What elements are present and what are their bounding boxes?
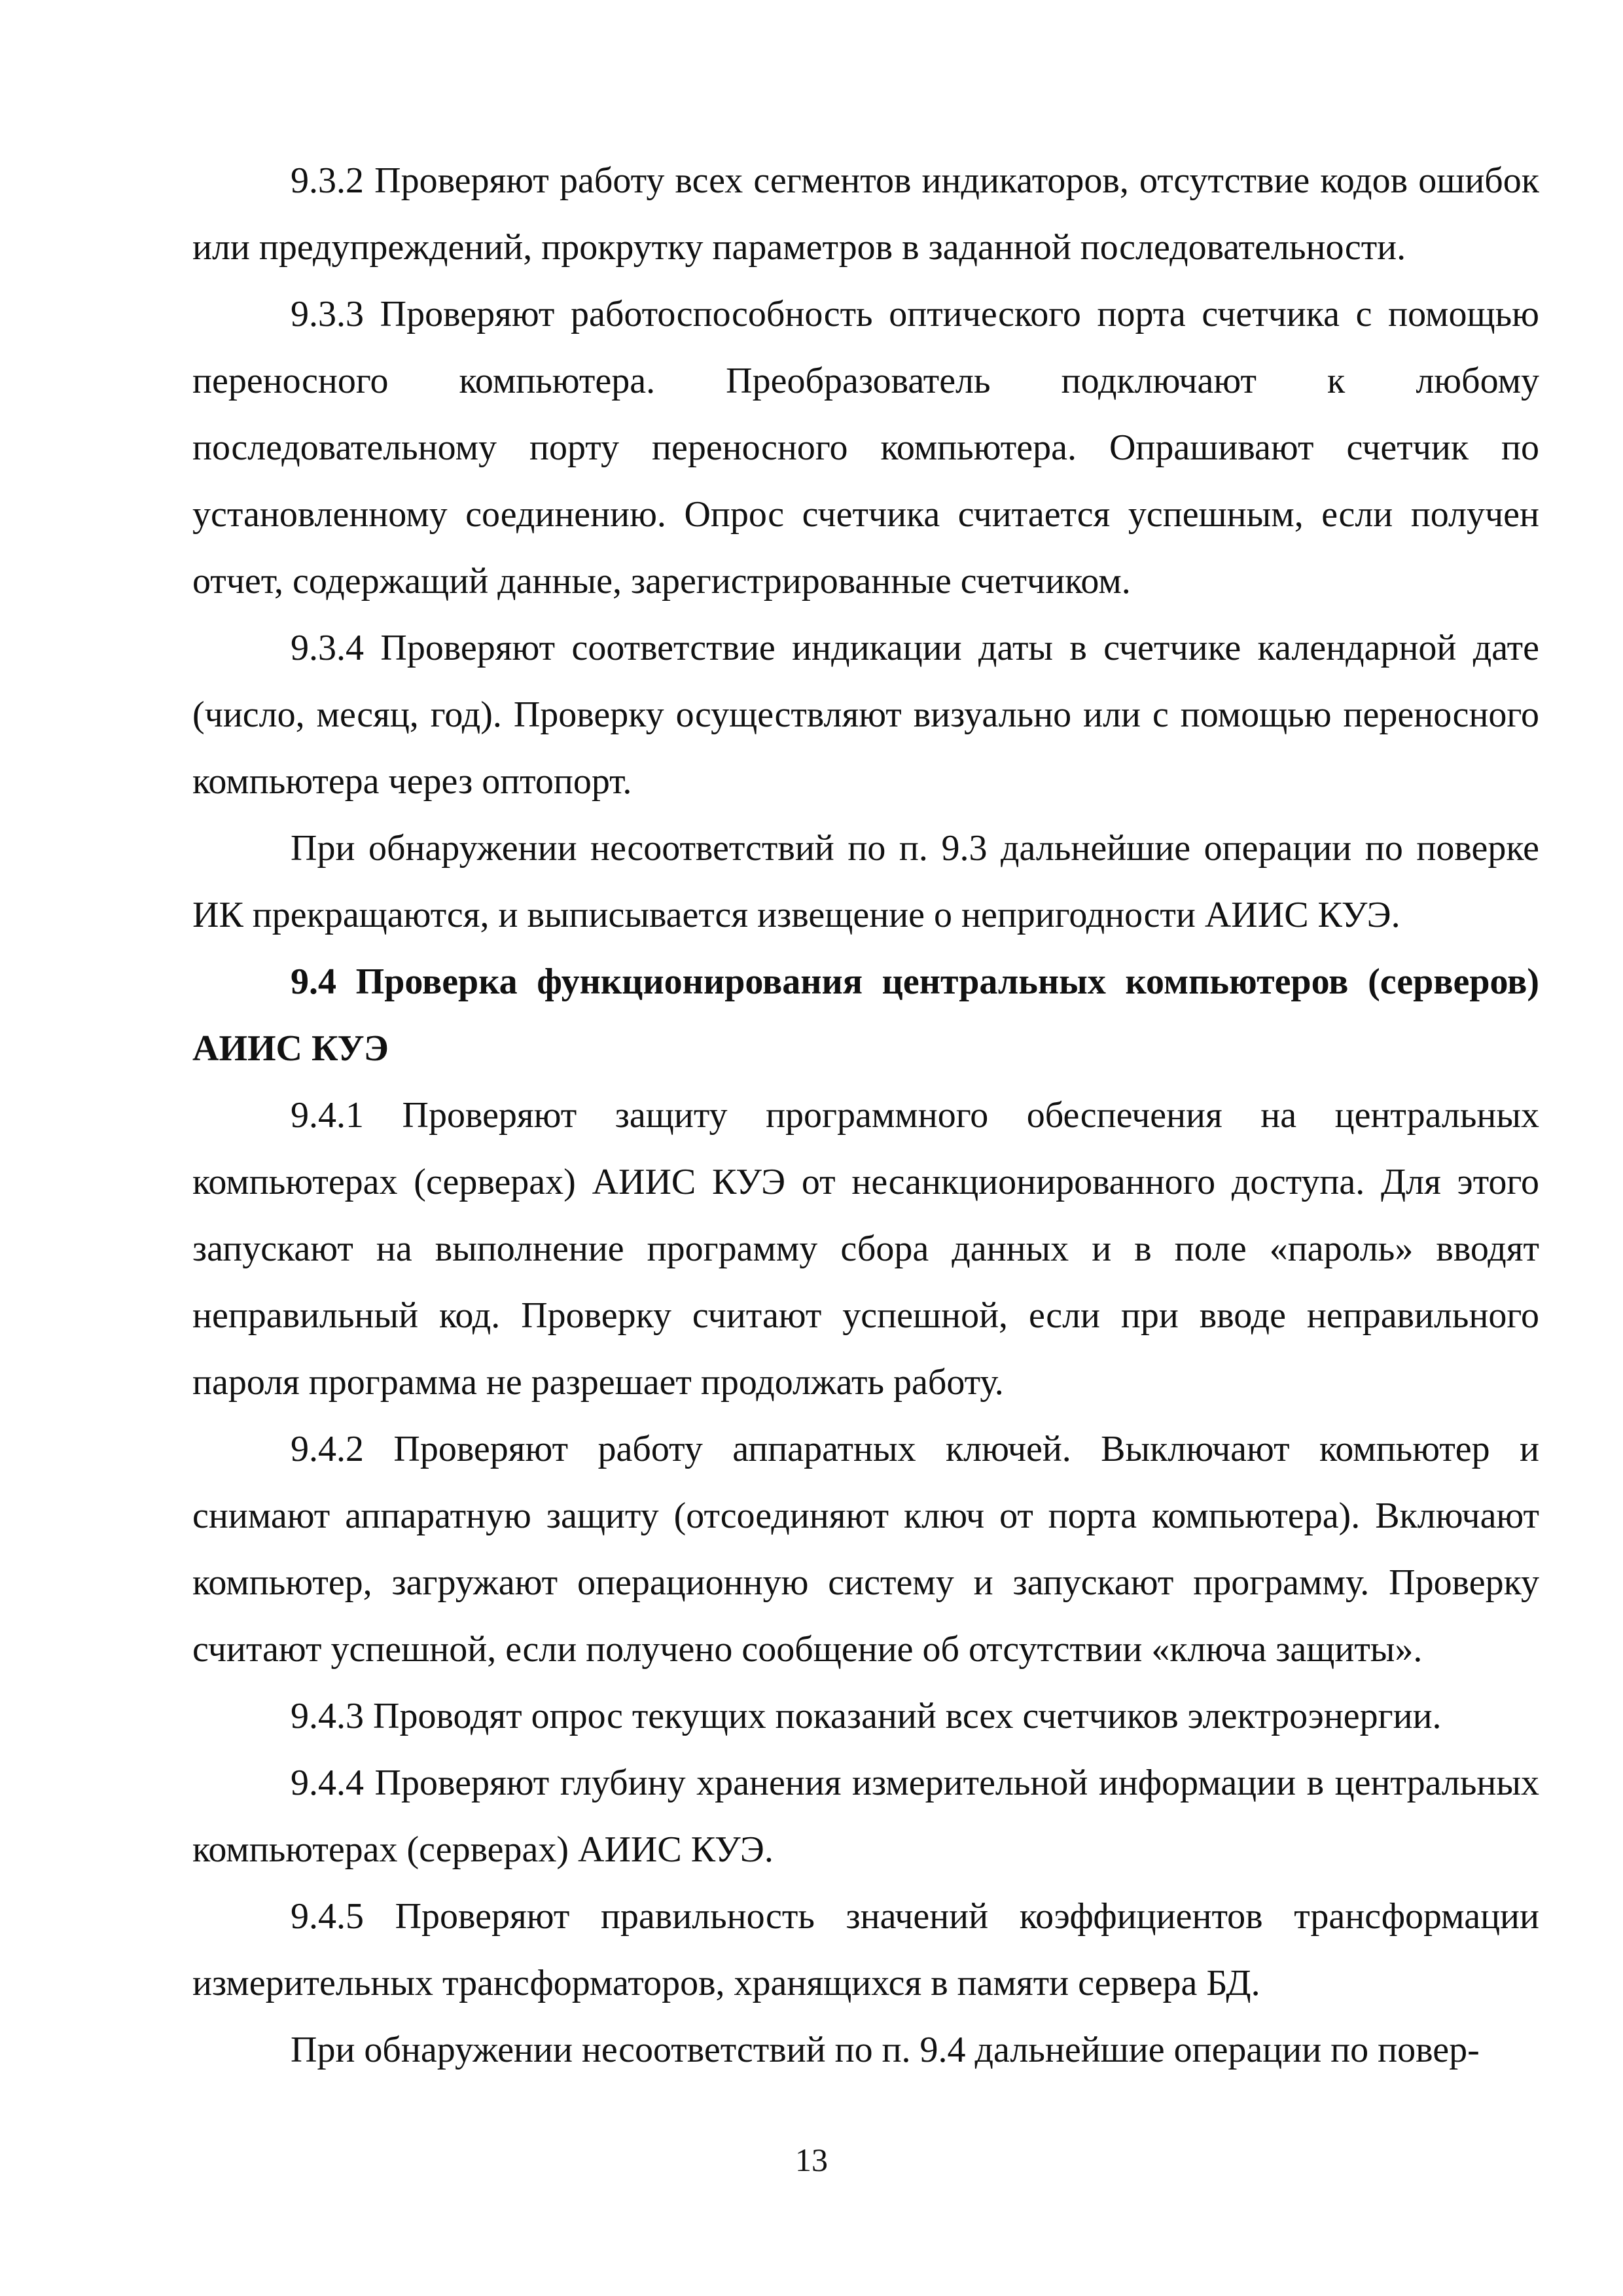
paragraph-9-3-note: При обнаружении несоответствий по п. 9.3 дальнейшие операции по поверке ИК прекращаются, и выписывается извещение о непригодности АИИС КУЭ. (192, 828, 1539, 935)
section-heading-9-4: 9.4 Проверка функционирования центральных компьютеров (серверов) АИИС КУЭ (192, 961, 1539, 1069)
paragraph-9-3-4: 9.3.4 Проверяют соответствие индикации даты в счетчике календарной дате (число, месяц, год). Проверку осуществляют визуально или с помощью переносного компьютера через оптопорт. (192, 628, 1539, 802)
paragraph-9-4-5: 9.4.5 Проверяют правильность значений коэффициентов трансформации измерительных трансформаторов, хранящихся в памяти сервера БД. (192, 1896, 1539, 2003)
paragraph-9-4-4: 9.4.4 Проверяют глубину хранения измерительной информации в центральных компьютерах (серверах) АИИС КУЭ. (192, 1763, 1539, 1870)
paragraph-9-4-2: 9.4.2 Проверяют работу аппаратных ключей. Выключают компьютер и снимают аппаратную защиту (отсоединяют ключ от порта компьютера). Включают компьютер, загружают операционную систему и запускают программу. Проверку считают успешной, если получено сообщение об отсутствии «ключа защиты». (192, 1429, 1539, 1670)
paragraph-9-4-note: При обнаружении несоответствий по п. 9.4 дальнейшие операции по повер- (291, 2030, 1480, 2070)
document-page (192, 147, 1539, 2083)
page-number: 13 (795, 2142, 828, 2178)
paragraph-9-3-3: 9.3.3 Проверяют работоспособность оптического порта счетчика с помощью переносного компьютера. Преобразователь подключают к любому последовательному порту переносного компьютера. Опрашивают счетчик по установленному соединению. Опрос счетчика считается успешным, если получен отчет, содержащий данные, зарегистрированные счетчиком. (192, 294, 1539, 601)
paragraph-9-4-3: 9.4.3 Проводят опрос текущих показаний всех счетчиков электроэнергии. (291, 1696, 1442, 1736)
paragraph-9-3-2: 9.3.2 Проверяют работу всех сегментов индикаторов, отсутствие кодов ошибок или предупреждений, прокрутку параметров в заданной последовательности. (192, 160, 1539, 268)
paragraph-9-4-1: 9.4.1 Проверяют защиту программного обеспечения на центральных компьютерах (серверах) АИИС КУЭ от несанкционированного доступа. Для этого запускают на выполнение программу сбора данных и в поле «пароль» вводят неправильный код. Проверку считают успешной, если при вводе неправильного пароля программа не разрешает продолжать работу. (192, 1095, 1539, 1403)
